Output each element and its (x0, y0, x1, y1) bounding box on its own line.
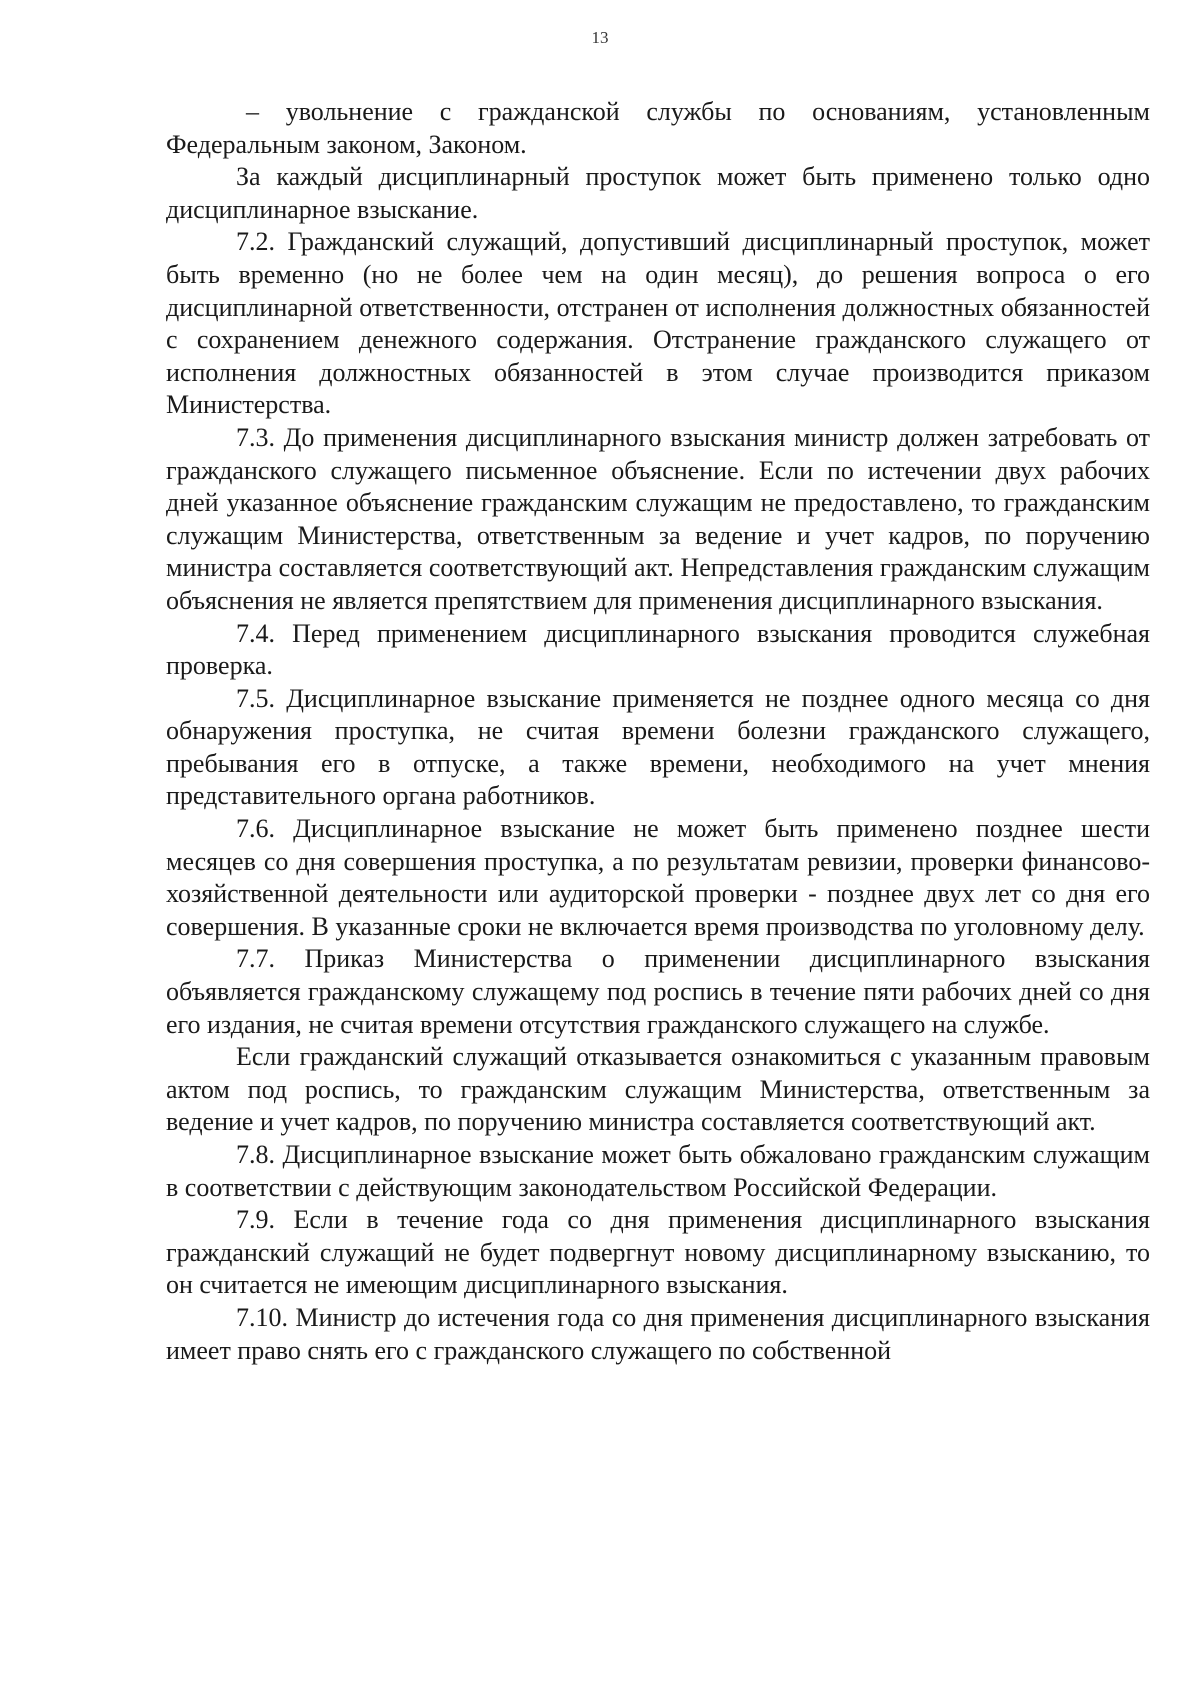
paragraph-7-3: 7.3. До применения дисциплинарного взыскания министр должен затребовать от гражданского служащего письменное объяснение. Если по истечении двух рабочих дней указанное объяснение гражданским служащим не предоставлено, то гражданским служащим Министерства, ответственным за ведение и учет кадров, по поручению министра составляется соответствующий акт. Непредставления гражданским служащим объяснения не является препятствием для применения дисциплинарного взыскания. (166, 422, 1150, 615)
paragraph-7-9: 7.9. Если в течение года со дня применения дисциплинарного взыскания гражданский служащий не будет подвергнут новому дисциплинарному взысканию, то он считается не имеющим дисциплинарного взыскания. (166, 1205, 1150, 1300)
paragraph-7-6: 7.6. Дисциплинарное взыскание не может быть применено позднее шести месяцев со дня совершения проступка, а по результатам ревизии, проверки финансово-хозяйственной деятельности или аудиторской проверки - позднее двух лет со дня его совершения. В указанные сроки не включается время производства по уголовному делу. (166, 814, 1150, 941)
paragraph-7-10: 7.10. Министр до истечения года со дня применения дисциплинарного взыскания имеет право снять его с гражданского служащего по собственной (166, 1302, 1150, 1365)
paragraph-dismissal-item: – увольнение с гражданской службы по основаниям, установленным Федеральным законом, Законом. (166, 97, 1150, 159)
paragraph-7-8: 7.8. Дисциплинарное взыскание может быть обжаловано гражданским служащим в соответствии с действующим законодательством Российской Федерации. (166, 1140, 1150, 1202)
paragraph-one-penalty: За каждый дисциплинарный проступок может быть применено только одно дисциплинарное взыскание. (166, 162, 1150, 224)
paragraph-7-5: 7.5. Дисциплинарное взыскание применяется не позднее одного месяца со дня обнаружения проступка, не считая времени болезни гражданского служащего, пребывания его в отпуске, а также времени, необходимого на учет мнения представительного органа работников. (166, 683, 1150, 811)
paragraph-7-2: 7.2. Гражданский служащий, допустивший дисциплинарный проступок, может быть временно (но не более чем на один месяц), до решения вопроса о его дисциплинарной ответственности, отстранен от исполнения должностных обязанностей с сохранением денежного содержания. Отстранение гражданского служащего от исполнения должностных обязанностей в этом случае производится приказом Министерства. (166, 227, 1150, 420)
paragraph-refusal: Если гражданский служащий отказывается ознакомиться с указанным правовым актом под роспись, то гражданским служащим Министерства, ответственным за ведение и учет кадров, по поручению министра составляется соответствующий акт. (166, 1042, 1150, 1137)
page-number: 13 (591, 28, 609, 47)
paragraph-7-4: 7.4. Перед применением дисциплинарного взыскания проводится служебная проверка. (166, 618, 1150, 681)
document-body (166, 96, 1150, 1367)
paragraph-7-7: 7.7. Приказ Министерства о применении дисциплинарного взыскания объявляется гражданскому служащему под роспись в течение пяти рабочих дней со дня его издания, не считая времени отсутствия гражданского служащего на службе. (166, 944, 1150, 1039)
